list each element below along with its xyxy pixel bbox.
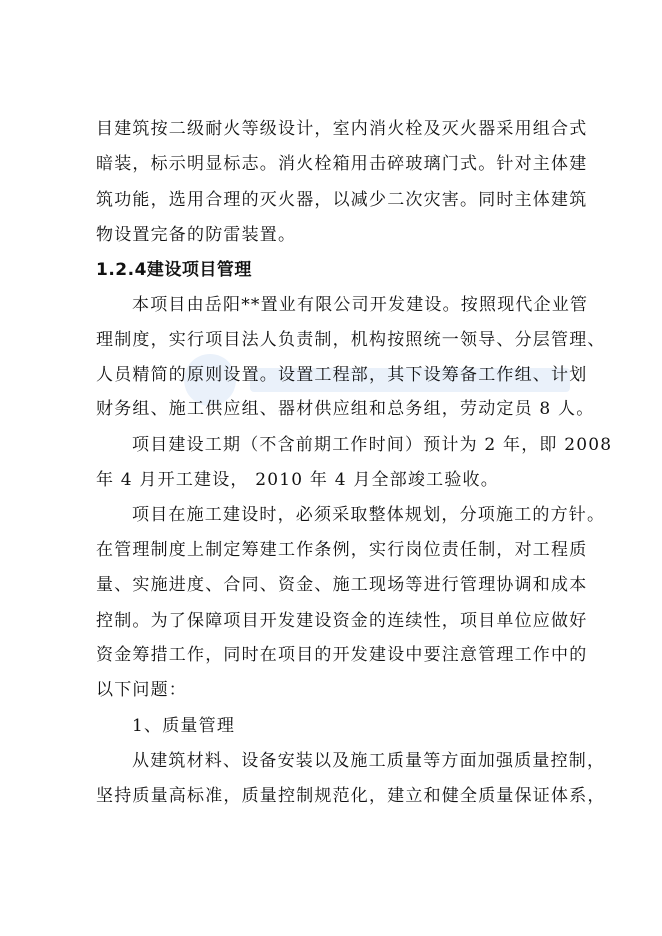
body-line: 资金筹措工作，同时在项目的开发建设中要注意管理工作中的 [96, 645, 588, 665]
body-line: 在管理制度上制定筹建工作条例，实行岗位责任制，对工程质 [96, 540, 588, 560]
body-line: 理制度，实行项目法人负责制，机构按照统一领导、分层管理、 [96, 330, 606, 350]
body-line: 项目在施工建设时，必须采取整体规划，分项施工的方针。 [132, 505, 606, 525]
body-line: 暗装，标示明显标志。消火栓箱用击碎玻璃门式。针对主体建 [96, 154, 588, 174]
body-line: 人员精简的原则设置。设置工程部，其下设筹备工作组、计划 [96, 365, 588, 385]
body-line: 物设置完备的防雷装置。 [96, 225, 297, 245]
section-heading: 1.2.4建设项目管理 [96, 260, 252, 280]
list-item-heading: 1、质量管理 [132, 716, 236, 736]
body-line: 年 4 月开工建设， 2010 年 4 月全部竣工验收。 [96, 470, 499, 490]
body-line: 项目建设工期（不含前期工作时间）预计为 2 年，即 2008 [132, 435, 613, 455]
body-line: 量、实施进度、合同、资金、施工现场等进行管理协调和成本 [96, 575, 588, 595]
body-line: 从建筑材料、设备安装以及施工质量等方面加强质量控制， [132, 751, 606, 771]
body-line: 以下问题： [96, 680, 187, 700]
body-line: 坚持质量高标准，质量控制规范化，建立和健全质量保证体系， [96, 786, 606, 806]
body-line: 本项目由岳阳**置业有限公司开发建设。按照现代企业管 [132, 295, 589, 315]
body-line: 筑功能，选用合理的灭火器，以减少二次灾害。同时主体建筑 [96, 190, 588, 210]
body-line: 控制。为了保障项目开发建设资金的连续性，项目单位应做好 [96, 611, 588, 631]
body-line: 目建筑按二级耐火等级设计，室内消火栓及灭火器采用组合式 [96, 119, 588, 139]
body-line: 财务组、施工供应组、器材供应组和总务组，劳动定员 8 人。 [96, 399, 595, 419]
